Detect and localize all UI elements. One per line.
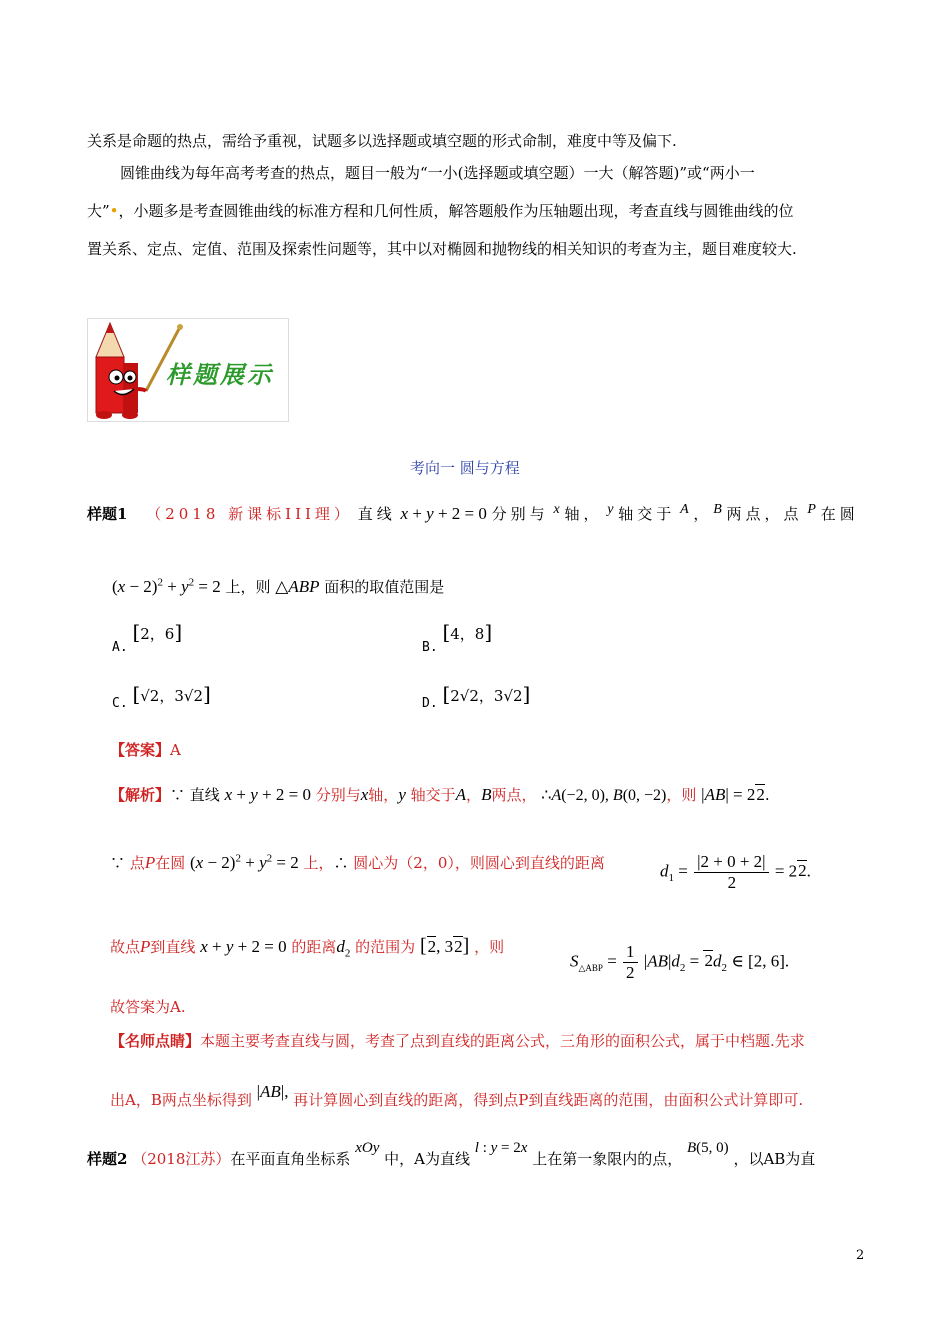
q1-stem-line-2 [112,576,444,597]
analysis2-c: 上， [303,854,334,872]
q1-source: （2018 新课标III理） [146,505,353,523]
analysis2-b: 在圆 [155,854,186,872]
option-d-label: D. [422,696,438,711]
intro-line-3b: ，小题多是考查圆锥曲线的标准方程和几何性质，解答题般作为压轴题出现，考查直线与圆锥曲线的位 [118,202,794,220]
q1-option-a[interactable]: A. [2，6] [112,620,183,655]
analysis3-e: ，则 [474,938,505,956]
analysis-circle-eq: $(x - 2)^2 + y^2 = 2$ [190,852,299,872]
q2-line-eq: l : y = 2x [474,1140,528,1156]
q1-teacher-line-2 [110,1082,803,1110]
option-c-value: √2，3√2 [140,687,203,705]
q1-answer [110,739,181,760]
banner-title: 样题展示 [166,361,274,389]
analysis1-c: 轴， [368,786,399,804]
page-number: 2 [856,1248,865,1263]
section-title: 考向一 圆与方程 [410,459,520,477]
q1-option-b[interactable]: B. [4，8] [422,620,493,655]
q2-stem [87,1140,815,1169]
analysis1-g: ，则 [666,786,697,804]
answer-value: A [170,741,181,759]
option-d-value: 2√2，3√2 [450,687,523,705]
analysis3-c: 的距离 [291,938,337,956]
q1-b-var: B [713,502,722,517]
teacher-text-2a: 出A，B两点坐标得到 [110,1091,252,1109]
distance-formula: $d_1$ = $\frac{|2 + 0 + 2|}{2}$ = 22. [660,852,811,892]
q1-stem-c: 轴， [564,505,603,523]
analysis-line-eq: x + y + 2 = 0 [224,785,311,804]
q2-source: （2018江苏） [132,1150,231,1168]
q1-stem-line-1 [87,502,859,524]
q1-stem2-a: 上，则 [225,578,271,596]
q1-option-c[interactable]: C. [√2，3√2] [112,682,211,711]
q1-a-var: A [680,502,689,517]
q1-analysis-line-3: 故点P到直线 x + y + 2 = 0 的距离$d_2$ 的范围为 [2, 32] ，则 [110,935,505,960]
intro-line-4: 置关系、定点、定值、范围及探索性问题等，其中以对椭圆和抛物线的相关知识的考查为主，题目难度较大. [87,240,797,258]
q2-text-a: 在平面直角坐标系 [230,1150,351,1168]
q1-analysis-line-2: ∵ 点P在圆 $(x - 2)^2 + y^2 = 2$ 上，∴ 圆心为（2，0），则圆心到直线的距离 [110,852,605,872]
intro-line-3 [87,200,794,221]
option-a-label: A. [112,640,128,655]
answer-tag: 【答案】 [110,741,171,759]
teacher-text-1: 本题主要考查直线与圆，考查了点到直线的距离公式，三角形的面积公式，属于中档题.先求 [200,1032,805,1050]
q1-option-d[interactable]: D. [2√2，3√2] [422,682,531,711]
analysis3-b: 到直线 [150,938,196,956]
q1-stem-g: 在圆 [820,505,859,523]
intro-line-2: 圆锥曲线为每年高考考查的热点，题目一般为“一小(选择题或填空题）一大（解答题)”或“两小一 [120,164,755,182]
q2-point-b: B(5, 0) [687,1140,729,1156]
q2-text-c: 上在第一象限内的点， [532,1150,683,1168]
analysis2-a: 点 [129,854,145,872]
analysis1-d: 轴交于 [410,786,456,804]
area-formula: $S_{\triangle ABP}$ = $\frac{1}{2}$ $|AB|d_2 = 2d_2$ ∈ [2, 6]. [570,942,790,982]
q1-stem2-b: 面积的取值范围是 [324,578,445,596]
analysis1-e: ， [466,786,482,804]
option-b-value: 4，8 [450,625,485,643]
q1-stem-f: 两点，点 [726,505,803,523]
analysis-tag: 【解析】 [110,786,171,804]
q1-y-var: y [607,502,614,517]
q1-stem-e: ， [693,505,709,523]
q1-line-eq: x + y + 2 = 0 [400,504,487,523]
analysis2-d: 圆心为（2，0），则圆心到直线的距离 [353,854,605,872]
q1-stem-b: 分别与 [491,505,549,523]
q1-label: 样题1 [87,505,128,523]
q1-x-var: x [553,502,560,517]
analysis3-line-eq: x + y + 2 = 0 [200,937,287,956]
q1-stem-d: 轴交于 [618,505,676,523]
analysis1-f: 两点， [491,786,537,804]
sample-banner [87,318,289,422]
q2-text-d: ，以AB为直 [733,1150,816,1168]
option-c-label: C. [112,696,128,711]
analysis3-d: 的范围为 [355,938,416,956]
ab-length: |AB| = 22 [701,785,765,804]
teacher-tag: 【名师点睛】 [110,1032,201,1050]
teacher-ab: |AB|, [256,1082,289,1101]
intro-line-3a: 大” [87,202,110,220]
q2-label: 样题2 [87,1150,128,1168]
option-a-value: 2，6 [140,625,175,643]
analysis3-a: 故点 [110,938,141,956]
q1-triangle: △ABP [275,577,320,596]
q2-text-b: 中，A为直线 [384,1150,470,1168]
q1-p-var: P [807,502,816,517]
option-b-label: B. [422,640,438,655]
ab-coords: ∴A(−2, 0), B(0, −2) [541,787,667,804]
dot-mark: • [109,202,119,220]
q2-xoy: xOy [355,1140,380,1156]
q1-stem-a: 直线 [357,505,396,523]
analysis1-b: 分别与 [315,786,361,804]
q1-teacher-line-1 [110,1030,805,1051]
q1-analysis-line-1: 【解析】∵ 直线 x + y + 2 = 0 分别与x轴，y 轴交于A，B两点， ∴A(−2, 0), B(0, −2)，则 |AB| = 22. [110,785,770,804]
intro-line-1: 关系是命题的热点，需给予重视，试题多以选择题或填空题的形式命制，难度中等及偏下. [87,132,677,150]
q1-conclusion: 故答案为A. [110,998,186,1016]
q1-circle-eq: $(x - 2)^2 + y^2 = 2$ [112,576,221,596]
teacher-text-2b: 再计算圆心到直线的距离，得到点P到直线距离的范围，由面积公式计算即可. [293,1091,804,1109]
d2-range: [2, 32] [419,935,470,957]
analysis1-a: ∵ 直线 [170,786,220,804]
